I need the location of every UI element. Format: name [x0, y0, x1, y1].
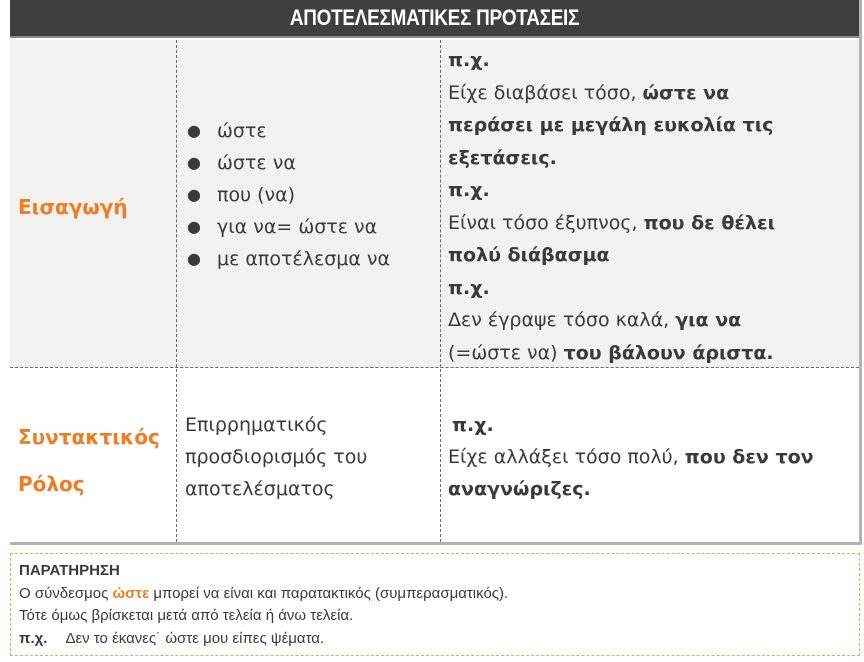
highlighted-connector: ώστε [112, 584, 150, 602]
examples-block [448, 44, 775, 369]
example-marker: π.χ. [448, 49, 490, 71]
list-item: ● που (να) [187, 179, 390, 211]
example-marker: π.χ. [448, 179, 490, 201]
description-cell [177, 369, 441, 542]
bullet-icon: ● [187, 153, 201, 172]
example-marker: π.χ. [452, 414, 494, 436]
row-label-introduction: Εισαγωγή [18, 195, 128, 219]
examples-cell [441, 369, 859, 542]
example-line: (=ώστε να) του βάλουν άριστα. [448, 341, 774, 364]
bullet-icon: ● [187, 185, 201, 204]
example-marker: π.χ. [448, 276, 490, 299]
bullet-icon: ● [187, 121, 201, 140]
example-line: πολύ διάβασμα [448, 244, 610, 266]
row-introduction [10, 40, 859, 368]
row-label-syntactic: Συντακτικός [18, 425, 160, 449]
role-description: Επιρρηματικός προσδιορισμός του αποτελέσματος [185, 414, 368, 500]
list-item: ● ώστε να [187, 147, 390, 179]
bullet-icon: ● [187, 217, 201, 236]
example-line: Είχε αλλάξει τόσο πολύ, που δεν τον [448, 446, 814, 468]
note-heading: ΠΑΡΑΤΗΡΗΣΗ [19, 562, 120, 579]
list-item: ● ώστε [187, 115, 390, 147]
example-line: Δεν έγραψε τόσο καλά, για να [448, 309, 742, 331]
example-line: περάσει με μεγάλη ευκολία τις [448, 114, 774, 136]
bullet-icon: ● [187, 249, 201, 268]
row-label-cell [10, 369, 177, 542]
example-line: εξετάσεις. [448, 146, 557, 169]
list-item: ● για να= ώστε να [187, 211, 390, 243]
note-line: π.χ. Δεν το έκανες˙ ώστε μου είπες ψέματα. [19, 629, 325, 647]
note-line: Τότε όμως βρίσκεται μετά από τελεία ή άνω τελεία. [19, 607, 354, 624]
example-marker: π.χ. [19, 629, 48, 647]
list-item: ● με αποτέλεσμα να [187, 243, 390, 275]
table-title: ΑΠΟΤΕΛΕΣΜΑΤΙΚΕΣ ΠΡΟΤΑΣΕΙΣ [69, 0, 799, 38]
row-label-cell [10, 40, 177, 367]
example-line: αναγνώριζες. [448, 478, 591, 500]
example-line: Είναι τόσο έξυπνος, που δε θέλει [448, 211, 775, 234]
row-syntactic-role [10, 369, 859, 542]
examples-block [448, 409, 814, 505]
note-line: Ο σύνδεσμος ώστε μπορεί να είναι και παρατακτικός (συμπερασματικός). [19, 584, 509, 602]
note-box [10, 553, 860, 656]
connectors-cell [177, 40, 441, 367]
connectors-list [187, 115, 390, 275]
row-label-role: Ρόλος [18, 472, 85, 496]
grammar-table [10, 0, 862, 545]
examples-cell [441, 40, 859, 367]
example-line: Είχε διαβάσει τόσο, ώστε να [448, 81, 730, 104]
